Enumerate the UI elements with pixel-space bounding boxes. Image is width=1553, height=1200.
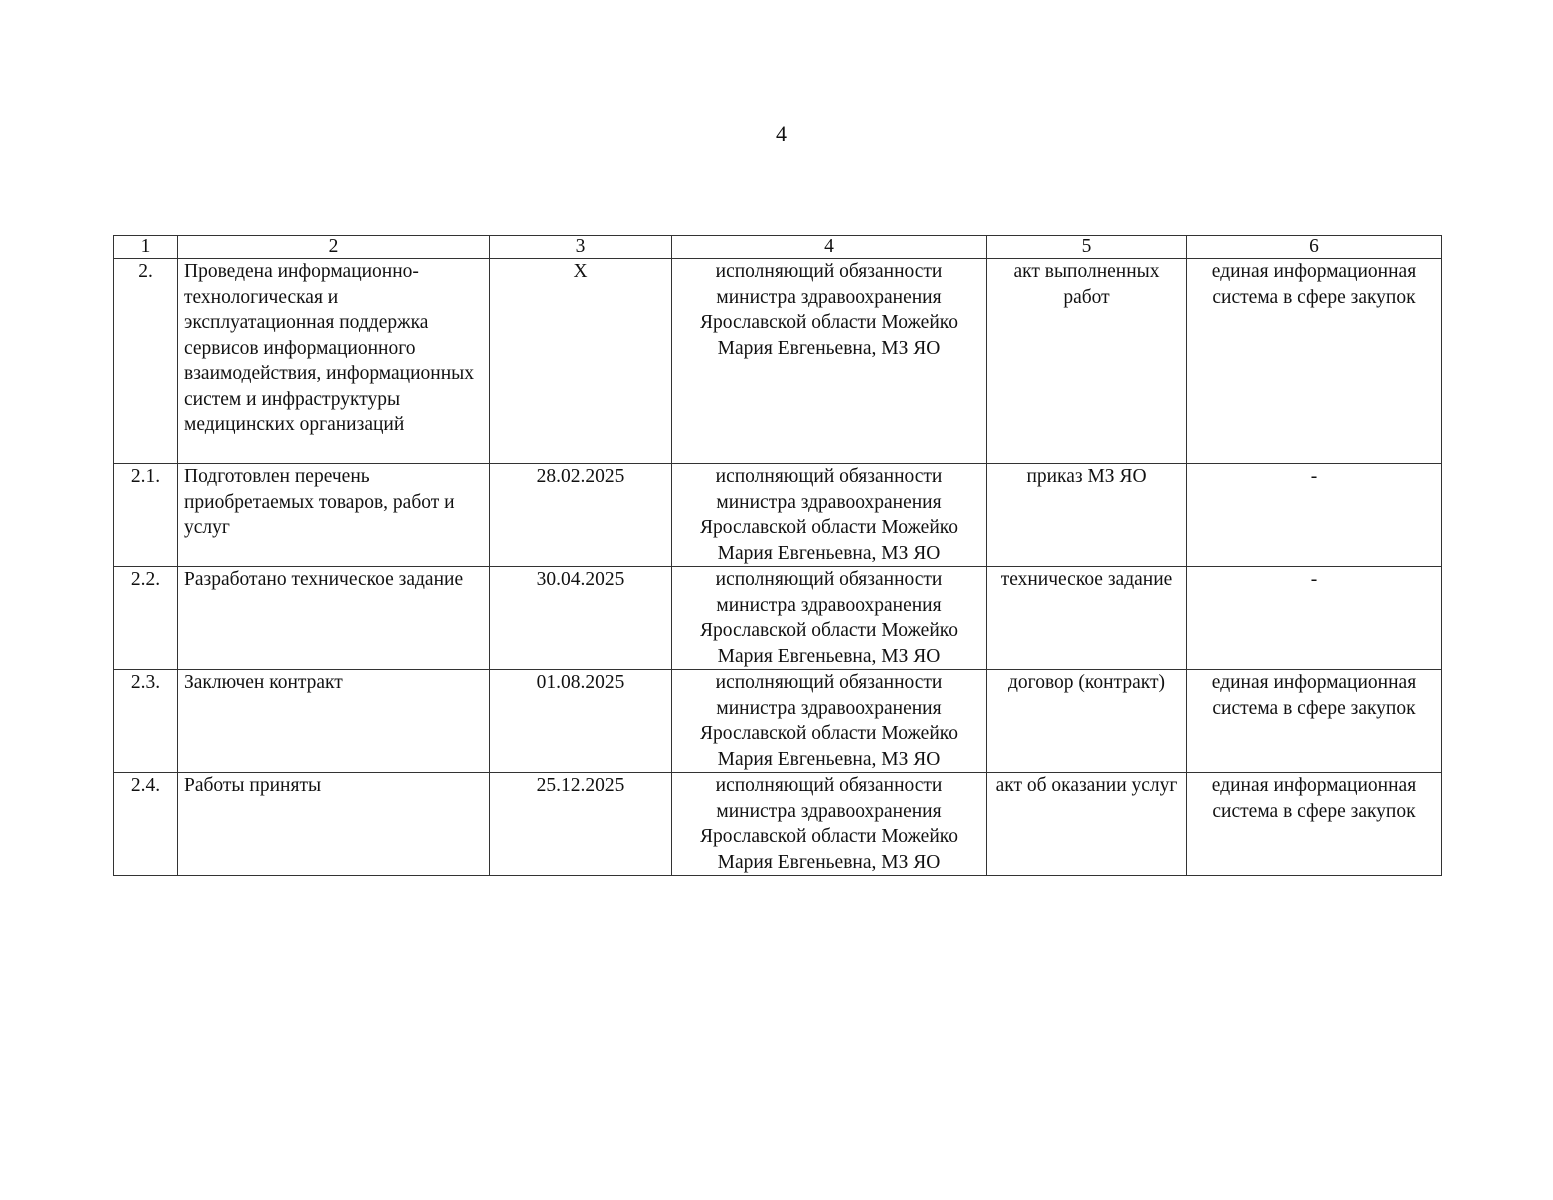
row-document: акт выполненных работ [987, 259, 1187, 464]
table-row [114, 464, 1442, 567]
row-result: Заключен контракт [178, 670, 490, 773]
column-header: 1 [114, 236, 178, 259]
row-number: 2.1. [114, 464, 178, 567]
row-number: 2.2. [114, 567, 178, 670]
column-header: 3 [490, 236, 672, 259]
row-date: 30.04.2025 [490, 567, 672, 670]
row-responsible: исполняющий обязанности министра здравоохранения Ярославской области Можейко Мария Евгеньевна, МЗ ЯО [672, 670, 987, 773]
row-info-system: единая информационная система в сфере закупок [1187, 670, 1442, 773]
row-responsible: исполняющий обязанности министра здравоохранения Ярославской области Можейко Мария Евгеньевна, МЗ ЯО [672, 567, 987, 670]
column-header: 5 [987, 236, 1187, 259]
plan-table [113, 235, 1442, 876]
row-date: 01.08.2025 [490, 670, 672, 773]
table-row [114, 670, 1442, 773]
column-header: 4 [672, 236, 987, 259]
row-number: 2.4. [114, 773, 178, 876]
row-result: Работы приняты [178, 773, 490, 876]
table-header-row [114, 236, 1442, 259]
column-header: 2 [178, 236, 490, 259]
row-info-system: единая информационная система в сфере закупок [1187, 773, 1442, 876]
row-result: Подготовлен перечень приобретаемых товаров, работ и услуг [178, 464, 490, 567]
row-document: договор (контракт) [987, 670, 1187, 773]
row-info-system: - [1187, 567, 1442, 670]
row-date: Х [490, 259, 672, 464]
row-date: 25.12.2025 [490, 773, 672, 876]
row-document: техническое задание [987, 567, 1187, 670]
row-result: Разработано техническое задание [178, 567, 490, 670]
row-responsible: исполняющий обязанности министра здравоохранения Ярославской области Можейко Мария Евгеньевна, МЗ ЯО [672, 464, 987, 567]
table-row [114, 567, 1442, 670]
column-header: 6 [1187, 236, 1442, 259]
row-document: акт об оказании услуг [987, 773, 1187, 876]
row-responsible: исполняющий обязанности министра здравоохранения Ярославской области Можейко Мария Евгеньевна, МЗ ЯО [672, 773, 987, 876]
row-number: 2.3. [114, 670, 178, 773]
row-date: 28.02.2025 [490, 464, 672, 567]
table-row [114, 259, 1442, 464]
row-info-system: - [1187, 464, 1442, 567]
row-result: Проведена информационно-технологическая и эксплуатационная поддержка сервисов информационного взаимодействия, информационных систем и инфраструктуры медицинских организаций [178, 259, 490, 464]
row-number: 2. [114, 259, 178, 464]
row-info-system: единая информационная система в сфере закупок [1187, 259, 1442, 464]
page-number: 4 [776, 121, 787, 146]
row-document: приказ МЗ ЯО [987, 464, 1187, 567]
table-row [114, 773, 1442, 876]
row-responsible: исполняющий обязанности министра здравоохранения Ярославской области Можейко Мария Евгеньевна, МЗ ЯО [672, 259, 987, 464]
